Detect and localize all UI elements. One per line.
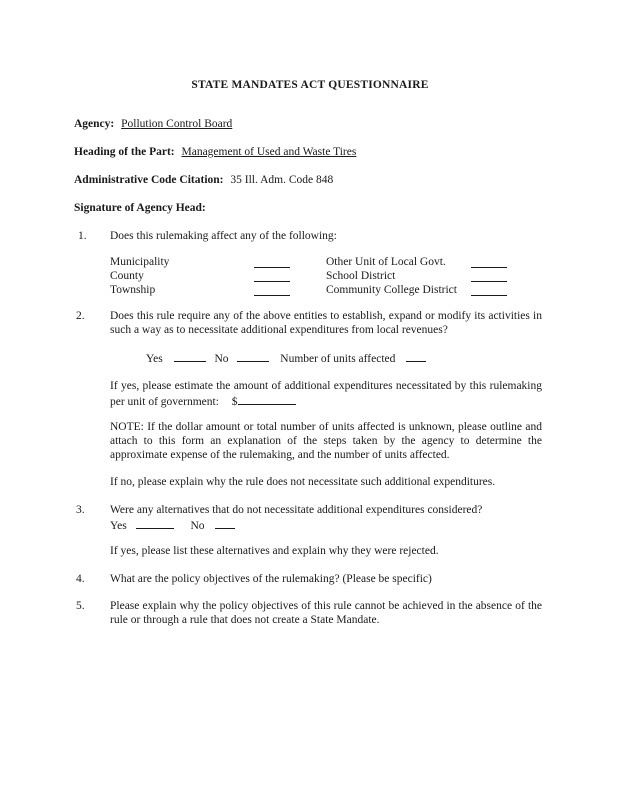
q2-note: NOTE: If the dollar amount or total number of units affected is unknown, please outline and attach to this form an explanation of the steps taken by the agency to determine the approximate expense of the rulemaking, and the number of units affected. xyxy=(110,421,542,461)
q2-dollar-blank[interactable] xyxy=(238,393,296,405)
q3-answer-row xyxy=(110,517,542,533)
q2-estimate-text: If yes, please estimate the amount of additional expenditures necessitated by this rulemaking per unit of government: xyxy=(110,380,542,408)
q1-item-other-unit: Other Unit of Local Govt. xyxy=(326,256,446,268)
township-blank[interactable] xyxy=(254,284,290,296)
other-unit-blank[interactable] xyxy=(471,256,507,268)
form-title: STATE MANDATES ACT QUESTIONNAIRE xyxy=(191,79,429,91)
q1-number: 1. xyxy=(78,230,87,242)
q2-no-label: No xyxy=(214,353,229,365)
q2-dollar-sign: $ xyxy=(231,396,238,408)
q3-no-blank[interactable] xyxy=(215,517,235,529)
q1-item-township: Township xyxy=(110,284,156,296)
q3-number: 3. xyxy=(76,504,85,516)
citation-value: 35 Ill. Adm. Code 848 xyxy=(230,174,334,186)
q2-yes-label: Yes xyxy=(146,353,163,365)
q3-yes-blank[interactable] xyxy=(136,517,174,529)
agency-value: Pollution Control Board xyxy=(121,118,233,130)
q2-answer-row xyxy=(146,350,426,366)
q1-item-municipality: Municipality xyxy=(110,256,170,268)
county-blank[interactable] xyxy=(254,270,290,282)
q1-item-community-college: Community College District xyxy=(326,284,457,296)
citation-row xyxy=(74,173,333,187)
signature-label: Signature of Agency Head: xyxy=(74,202,206,214)
community-college-blank[interactable] xyxy=(471,284,507,296)
q3-no-label: No xyxy=(190,520,205,532)
citation-label: Administrative Code Citation: xyxy=(74,174,224,186)
heading-value: Management of Used and Waste Tires xyxy=(181,146,357,158)
q3-text: Were any alternatives that do not necessitate additional expenditures considered? xyxy=(110,504,483,516)
q2-if-no: If no, please explain why the rule does not necessitate such additional expenditures. xyxy=(110,476,496,488)
q1-text: Does this rulemaking affect any of the following: xyxy=(110,230,337,242)
q1-item-school-district: School District xyxy=(326,270,396,282)
q4-text: What are the policy objectives of the rulemaking? (Please be specific) xyxy=(110,573,432,585)
q2-units-label: Number of units affected xyxy=(280,353,396,365)
q3-yes-label: Yes xyxy=(110,520,127,532)
school-district-blank[interactable] xyxy=(471,270,507,282)
q5-number: 5. xyxy=(76,600,85,612)
q2-no-blank[interactable] xyxy=(237,350,269,362)
q5-text: Please explain why the policy objectives of this rule cannot be achieved in the absence of the rule or through a rule that does not create a State Mandate. xyxy=(110,600,542,626)
q3-block xyxy=(110,503,542,533)
q2-text: Does this rule require any of the above entities to establish, expand or modify its activities in such a way as to necessitate additional expenditures from local revenues? xyxy=(110,310,542,336)
heading-row xyxy=(74,145,356,159)
q2-estimate xyxy=(110,379,542,409)
q2-number: 2. xyxy=(76,310,85,322)
heading-label: Heading of the Part: xyxy=(74,146,175,158)
q4-number: 4. xyxy=(76,573,85,585)
agency-row xyxy=(74,117,232,131)
q2-yes-blank[interactable] xyxy=(174,350,206,362)
municipality-blank[interactable] xyxy=(254,256,290,268)
q1-item-county: County xyxy=(110,270,144,282)
q2-units-blank[interactable] xyxy=(406,350,426,362)
agency-label: Agency: xyxy=(74,118,115,130)
q3-followup: If yes, please list these alternatives and explain why they were rejected. xyxy=(110,545,439,557)
